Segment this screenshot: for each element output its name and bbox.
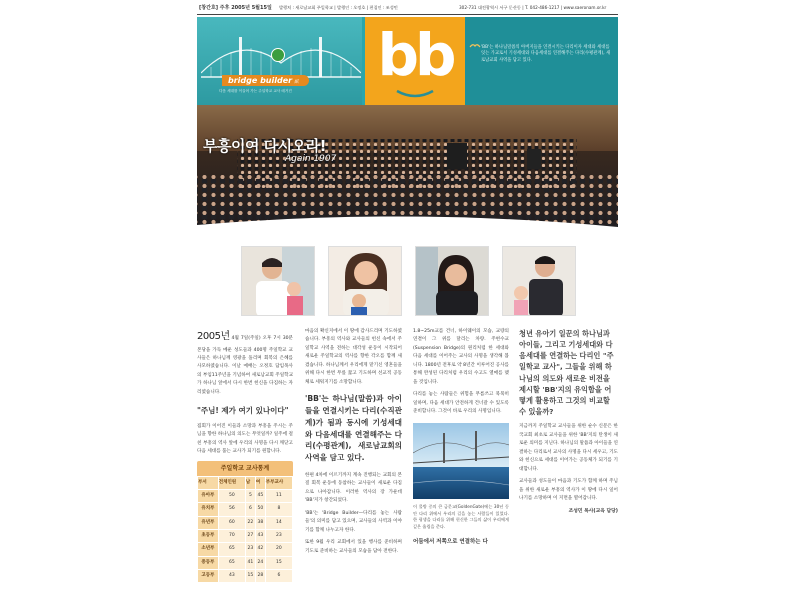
newsletter-page [197, 0, 618, 612]
table-row: 고등부 43 15 28 6 [198, 569, 293, 582]
hero-photo [197, 105, 618, 240]
table-row: 유년부 60 22 38 14 [198, 516, 293, 529]
col3-text-1: 1.8~25m교를 건너, 하이웨이의 모습, 교량의 연결이 그 위를 달리는 차량. 주현수교(Suspension Bridge)의 원리처럼 한 세대와 다음 세대를 이어주는 교사의 사명을 생각해 봅니다. 1800년 전후로 약 8년간 이루어진 공사를 통해 완성된 다리처럼 우리의 수고도 열매를 맺을 것입니다. [413, 329, 509, 385]
photo-strip [197, 240, 618, 316]
bb-logo [365, 17, 465, 105]
stats-header: 여 [255, 476, 265, 489]
contact-info: 302-731 대전광역시 서구 둔산동 | T. 042-486-1217 | www.saeronam.or.kr [459, 5, 607, 10]
stats-title: 주일학교 교사통계 [197, 461, 293, 476]
article-column-1 [197, 328, 293, 583]
banner-tagline: 다음 세대를 이끌어 가는 주일학교 교사 매거진 [219, 89, 292, 93]
col3-text-2: 다리를 놓는 사람들은 위험을 무릅쓰고 묵묵히 일하며, 다음 세대가 안전하게 건너갈 수 있도록 준비합니다. 그것이 바로 우리의 사명입니다. [413, 392, 509, 415]
masthead-info [197, 4, 618, 14]
bridge-builder-label: bridge builder 紙 [222, 75, 309, 86]
photo-teacher-with-child [241, 246, 315, 316]
col4-text-2: 교사들과 성도들이 마음과 기도가 함께 하며 주님을 위한 새로운 부흥의 역사가 이 땅에 다시 일어나기를 소망하며 이 지면을 열어갑니다. [519, 479, 618, 502]
col2-text-4: 또한 9월 우리 교회에서 있을 행사를 준비하며 기도로 준비하는 교사들의 모습을 담아 전한다. [305, 540, 402, 554]
table-row: 초등부 70 27 43 23 [198, 529, 293, 542]
smile-arc-icon [395, 89, 435, 99]
intro-text: 4월 7일(주일) 오후 7시 30분 본당을 가득 메운 성도들과 400명 주일학교 교사들은 하나님께 영광을 돌리며 회복의 은혜를 사모하였습니다. 이날 예배는 오정호 담임목사의 부임11주년을 기념하여 새로남교회 주일학교가 하나님 앞에서 다시 한번 헌신을 다짐하는 자리였습니다. [197, 336, 294, 395]
teacher-stats-box [197, 461, 293, 584]
stats-header: 부부교사 [265, 476, 292, 489]
stats-header: 남 [245, 476, 255, 489]
hero-title: 부흥이여 다시오라! [203, 137, 326, 155]
header-divider [197, 14, 618, 15]
col2-text-3: 'BB'는 'Bridge Builder—다리를 놓는 사람들'의 의미를 담고 있으며, 교사들의 사역과 이야기를 함께 나누고자 한다. [305, 510, 402, 533]
stats-header: 전체인원 [218, 476, 245, 489]
article-column-3 [413, 328, 509, 547]
banner-description-panel [465, 17, 618, 105]
table-row: 유아부 50 5 45 11 [198, 490, 293, 503]
article-column-4 [519, 328, 618, 516]
logo-text: bb [377, 21, 453, 89]
photo-man-and-child [502, 246, 576, 316]
pull-quote: 'BB'는 하나님(말씀)과 아이들을 연결시키는 다리(수직관계)가 됨과 동시에 기성세대와 다음세대를 연결해주는 다리(수평관계), 새로남교회의 사역을 담고 있다. [305, 394, 402, 463]
table-row: 중등부 65 41 24 15 [198, 556, 293, 569]
photo-caption: 이 물방 중의 큰 금문교(GoldenGate)에는 30년 동안 다리 위에서 우리의 길을 놓는 사람들이 있었다. 한 평생을 다리를 위해 헌신한 그들의 삶이 우리에게 깊은 울림을 준다. [413, 503, 509, 529]
table-row: 유치부 56 6 50 8 [198, 503, 293, 516]
photo-mother-and-child [328, 246, 402, 316]
banner-blurb: 'BB'는 하나님말씀의 아버지들을 연결시키는 다리이자 세대와 세대를 잇는 가교로서 기성세대와 다음세대를 연결해주는 다리(수평관계), 새로남교회 사역을 담고 있다. [481, 45, 611, 63]
masthead-banner [197, 17, 618, 105]
bridge-panel [197, 17, 362, 105]
author-signature: 조성민 목사(교육 담당) [568, 508, 618, 514]
hero-bottom-curve [197, 213, 618, 240]
publisher-info: 발행처 : 새로남교회 주일학교 | 발행인 : 오정호 | 편집인 : 조성민 [279, 5, 398, 10]
col3-end-text: 어둠에서 저쪽으로 연결하는 다 [413, 538, 488, 545]
photo-woman-teacher [415, 246, 489, 316]
col2-text-1: 마음의 확신지에서 이 땅에 감사드리며 기도하였습니다. 부흥의 역사와 교사들의 헌신 속에서 주일학교 사역을 전하는 대각성 운동이 시작되어 새로운 주일학교의 역사를 향한 각오를 함께 새겼습니다. 하나님께서 우리에게 맡기신 영혼들을 위해 다시 한번 무릎 꿇고 기도하며 선교적 공동체로 세워지기를 소망합니다. [305, 329, 402, 385]
stats-table [197, 476, 293, 584]
col2-text-2: 한편 4차에 이르기까지 계속 진행되는 교회의 본질 회복 운동에 동참하는 교사들이 새로운 다짐으로 나아갑니다. 이러한 역사의 장 가운데 'BB'지가 창간되었다. [305, 472, 402, 504]
quote-heading: "주님! 제가 여기 있나이다" [197, 406, 289, 416]
issue-date: [창간호] 주후 2005년 5월15일 [199, 5, 272, 11]
column-4-pull-quote: 청년 유아기 일꾼의 하나님과 아이들, 그리고 기성세대와 다음세대를 연결하는 다리인 "주일학교 교사", 그들을 위해 하나님의 의도와 새로운 비전을 제시할 'BB'지의 유익함을 어떻게 활용하고 그것의 비교할 수 있을까? [519, 329, 614, 417]
bridge-sea-photo [413, 423, 509, 499]
intro-text-2: 집회가 이어진 이들과 소망과 부흥을 주시는 주님을 향한 하나님의 의도는 무엇일까? 일주에 걸친 부흥의 역사 앞에 우리의 사명을 다시 깨닫고 다음 세대를 품는 교사가 되기를 원합니다. [197, 423, 293, 455]
article-column-2 [305, 328, 402, 560]
date-lead: 2005년 [197, 331, 230, 342]
globe-icon [271, 48, 285, 62]
hero-subtitle: Again 1907 [285, 154, 337, 164]
hands-icon [469, 41, 481, 51]
table-row: 소년부 65 23 42 20 [198, 543, 293, 556]
stats-header: 부서 [198, 476, 219, 489]
col4-text-1: 지금까지 주일학교 교사들을 위한 순수 신문은 한국교회 최초로 교사들을 위한 'BB'지의 탄생이 새로운 의미를 지닌다. 하나님의 말씀과 아이들을 연결하는 다리로서 교사의 사명을 다시 세우고, 기도와 헌신으로 세대를 이어가는 공동체가 되기를 기대합니다. [519, 424, 618, 472]
